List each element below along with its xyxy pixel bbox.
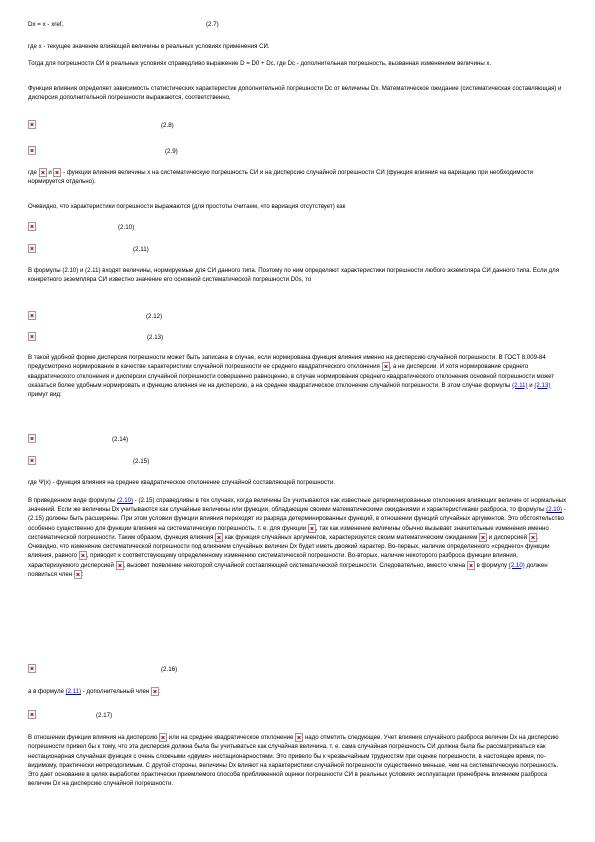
equation-2-7	[28, 19, 228, 31]
text-segment: :	[81, 571, 84, 579]
text-segment: - дополнительный член	[82, 688, 150, 696]
broken-image-icon	[39, 168, 47, 177]
text-segment: -	[563, 506, 566, 514]
broken-image-icon	[28, 434, 36, 443]
paragraph-obviously: Очевидно, что характеристики погрешности выражаются (для простоты считаем, что вариация отсутствует) как	[28, 203, 346, 210]
paragraph-where-functions	[28, 168, 568, 187]
broken-image-icon	[79, 551, 87, 560]
text-segment: , а не дисперсии. И хотя нормирование среднего квадратического отклонения и дисперсии случайной погрешности совершенно равноценно, в случае нормирования среднего квадратического отклонения основной погрешности может оказаться более удобным нормировать и функцию влияния не на дисперсию, а на среднее квадратическое отклонение случайной погрешности. В этом случае формулы	[28, 363, 555, 389]
text-segment: а в формуле	[28, 688, 64, 696]
broken-image-icon	[467, 561, 475, 570]
link-formula-2-13[interactable]: (2.13)	[534, 381, 551, 389]
text-segment: , приводит к соответствующему определенному изменению систематической погрешности. Во-вторых, наличие некоторого разброса функции влияния, характеризуемого дисперсией	[28, 552, 518, 569]
formula-reference: (2.15)	[28, 515, 44, 523]
broken-image-icon	[295, 733, 303, 742]
link-formula-2-11[interactable]: (2.11)	[65, 688, 82, 696]
text-segment: должны быть расширены. При этом условии функции влияния переходят из разряда детерминированных функций, в отношении функций случайных аргументов. Это обстоятельство особенно существенно для функции влияния на систематическую погрешность, т. е. для функции	[28, 515, 565, 532]
equation-number: (2.8)	[161, 122, 174, 129]
broken-image-icon	[28, 146, 36, 155]
equation-2-14	[28, 434, 228, 446]
equation-2-12	[28, 311, 228, 323]
broken-image-icon	[74, 570, 82, 579]
equation-2-9	[28, 146, 228, 158]
equation-number: (2.16)	[161, 666, 178, 673]
equation-number: (2.9)	[165, 148, 178, 155]
paragraph-in-formula	[28, 687, 568, 696]
broken-image-icon	[308, 524, 316, 533]
broken-image-icon	[159, 733, 167, 742]
equation-number: (2.15)	[133, 458, 150, 465]
equation-number: (2.10)	[118, 224, 135, 231]
paragraph-where-x: где x - текущее значение влияющей величины в реальных условиях применения СИ.	[28, 43, 270, 50]
text-segment: . Очевидно, что изменение систематической погрешности под влиянием случайных величин Dx будет иметь двоякий характер. Во-первых, наличие определенного «среднего» функции влияния, равного	[28, 534, 550, 560]
link-formula-2-11[interactable]: (2.11)	[512, 381, 528, 389]
paragraph-given-form	[28, 496, 568, 579]
paragraph-regarding-variance	[28, 733, 568, 788]
equation-2-16	[28, 664, 228, 676]
text-segment: и	[529, 381, 533, 389]
link-formula-2-10[interactable]: (2.10)	[508, 561, 525, 569]
broken-image-icon	[479, 533, 487, 542]
text-segment: должен появиться член	[28, 561, 548, 579]
paragraph-influence-function: Функция влияния определяет зависимость статистических характеристик дополнительной погрешности Dc от величины Dx. Математическое ожидание (систематическая составляющая) и дисперсия дополнительной погрешности выражаются, соответственно,	[28, 85, 562, 102]
text-segment: в формулу	[476, 561, 508, 569]
equation-number: (2.11)	[133, 246, 149, 253]
paragraph-formulas: В формулы (2.10) и (2.11) входят величины, нормируемые для СИ данного типа. Поэтому по ним определяют характеристики погрешности любого экземпляра СИ данного типа. Если для конкретного экземпляра СИ известно значение его основной систематической погрешности D0s, то	[28, 267, 560, 284]
text-segment: и	[48, 169, 52, 177]
equation-number: (2.12)	[146, 313, 163, 320]
link-formula-2-10[interactable]: (2.10)	[546, 506, 563, 514]
equation-2-17	[28, 710, 228, 722]
text-segment: где	[28, 169, 37, 177]
paragraph-then: Тогда для погрешности СИ в реальных условиях справедливо выражение D = D0 + Dc, где Dc - дополнительная погрешность, вызванная изменением величины x.	[28, 60, 492, 67]
equation-text: Dx = x - xref,	[28, 21, 64, 28]
paragraph-such-form	[28, 353, 568, 399]
text-segment: или на среднее квадратическое отклонение	[168, 734, 294, 742]
equation-2-8	[28, 120, 228, 132]
broken-image-icon	[28, 332, 36, 341]
text-segment: В приведенном виде формулы	[28, 497, 116, 504]
broken-image-icon	[28, 120, 36, 129]
broken-image-icon	[529, 533, 537, 542]
broken-image-icon	[382, 362, 390, 371]
broken-image-icon	[28, 664, 36, 673]
equation-number: (2.13)	[147, 334, 164, 341]
text-segment: :	[159, 688, 161, 696]
text-segment: как функция случайных аргументов, характеризуется своим математическим ожиданием	[224, 534, 478, 542]
equation-2-11	[28, 244, 228, 256]
equation-2-13	[28, 332, 228, 344]
text-segment: , вызовет появление некоторой случайной составляющей систематической погрешности. Следовательно, вместо члена	[123, 561, 466, 569]
equation-number: (2.17)	[96, 712, 113, 719]
broken-image-icon	[28, 710, 36, 719]
broken-image-icon	[28, 222, 36, 231]
text-segment: -	[134, 497, 137, 504]
broken-image-icon	[215, 533, 223, 542]
equation-number: (2.14)	[112, 436, 129, 443]
text-segment: В такой удобной форме дисперсия погрешности может быть записана в случае, если нормирована функция влияния именно на дисперсию случайной погрешности. В ГОСТ 8.009-84 предусмотрено нормирование в качестве характеристики случайной погрешности ее среднего квадратического отклонения	[28, 354, 546, 371]
formula-reference: (2.15)	[138, 497, 155, 504]
broken-image-icon	[53, 168, 61, 177]
broken-image-icon	[116, 561, 124, 570]
text-segment: , так как изменение величины обычно вызывает значительные изменения именно систематической погрешности. Таким образом, функция влияния	[28, 524, 549, 542]
broken-image-icon	[28, 311, 36, 320]
broken-image-icon	[151, 687, 159, 696]
equation-2-10	[28, 222, 228, 234]
text-segment: справедливы в тех случаях, когда величины Dx учитываются как известные детерминированные отклонения влияющих величин от нормальных значений. Если же величины Dx учитываются как случайные величины или функции, обладающие своими математическими ожиданиями и характеристиками разброса, то формулы	[28, 497, 567, 514]
text-segment: - функции влияния величины x на систематическую погрешность СИ и на дисперсию случайной погрешности СИ (функция влияния на вариацию при необходимости нормируется отдельно).	[28, 169, 534, 186]
broken-image-icon	[28, 244, 36, 253]
text-segment: и дисперсией	[488, 534, 528, 542]
text-segment: надо отметить следующее. Учет влияния случайного разброса величин Dx на дисперсию погрешности привел бы к тому, что эта дисперсия должна была бы учитываться как случайная величина, т. е. сама случайная погрешность СИ должна была бы рассматриваться как нестационарная случайная функция с очень сложными «двумя» нестационарностями. Это привело бы к чрезвычайным трудностям при оценке погрешности, в настоящее время, по-видимому, практически непреодолимым. С другой стороны, величины Dx влияют на характеристики случайной погрешности существенно меньше, чем на систематическую погрешность. Это дает основание в целях выработки практически приемлемого способа приближенной оценки погрешности СИ в реальных условиях эксплуатации пренебречь влиянием разброса величин Dx на дисперсию случайной погрешности.	[28, 734, 559, 788]
text-segment: В отношении функции влияния на дисперсию	[28, 734, 158, 742]
link-formula-2-10[interactable]: (2.10)	[117, 497, 134, 504]
broken-image-icon	[28, 456, 36, 465]
equation-number: (2.7)	[206, 21, 219, 28]
text-segment: примут вид:	[28, 390, 62, 398]
paragraph-where-psi: где Ψ(x) - функция влияния на среднее квадратическое отклонение случайной составляющей погрешности.	[28, 479, 335, 486]
equation-2-15	[28, 456, 228, 468]
